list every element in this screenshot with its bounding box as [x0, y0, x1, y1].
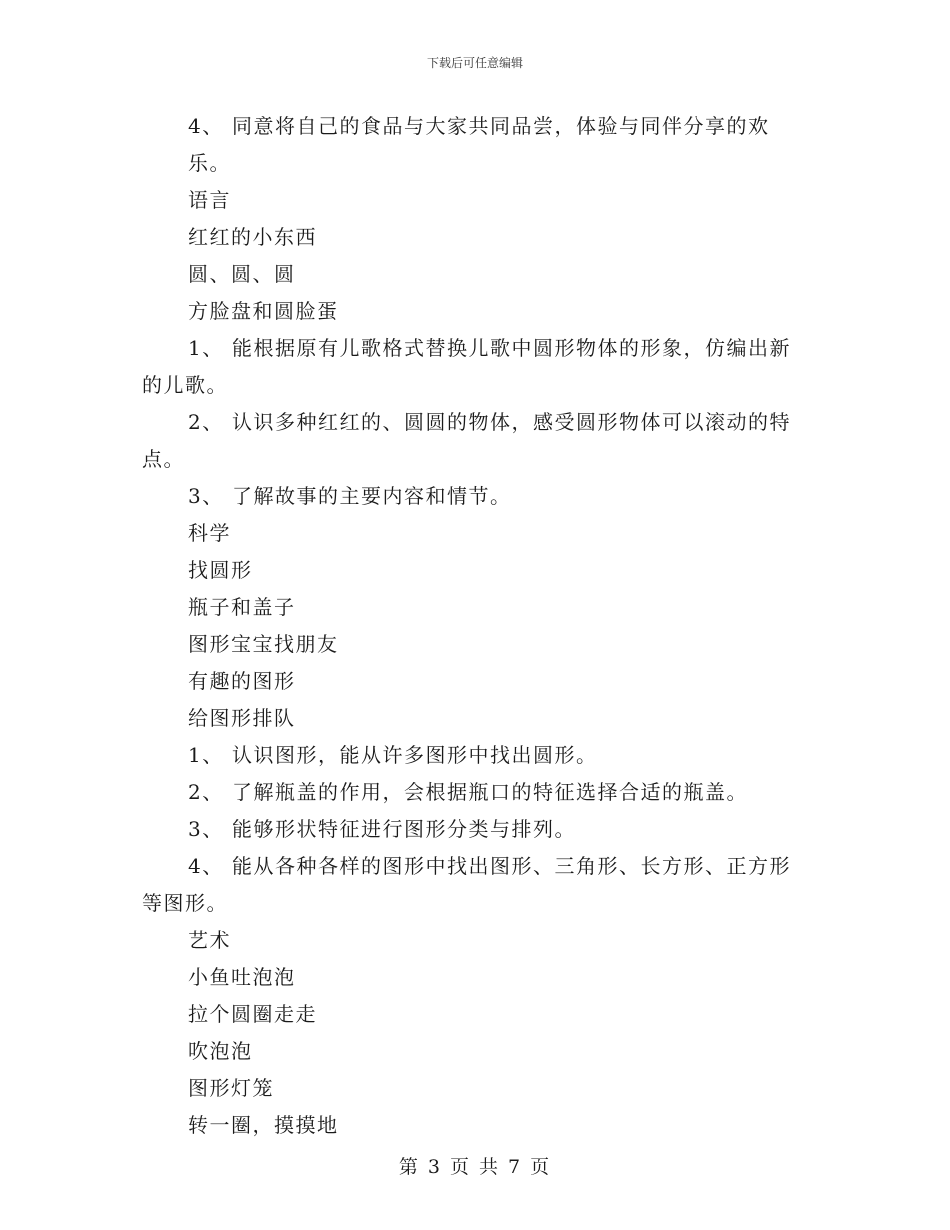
text-line: 找圆形: [188, 558, 253, 582]
list-item-text: 能够形状特征进行图形分类与排列。: [232, 817, 576, 841]
list-item: [142, 108, 812, 182]
text-line: 吹泡泡: [188, 1039, 253, 1063]
text-line: 给图形排队: [188, 706, 296, 730]
text-line: 有趣的图形: [188, 669, 296, 693]
list-item: [142, 330, 812, 367]
list-item-number: 1、: [188, 336, 224, 360]
list-item-text: 了解瓶盖的作用，会根据瓶口的特征选择合适的瓶盖。: [232, 780, 748, 804]
list-item-text: 了解故事的主要内容和情节。: [232, 484, 512, 508]
list-item: [142, 737, 812, 774]
text-line: 方脸盘和圆脸蛋: [188, 299, 339, 323]
list-item-number: 4、: [188, 114, 224, 138]
text-line: 语言: [188, 188, 231, 212]
list-item: [142, 774, 812, 811]
text-line: 小鱼吐泡泡: [188, 965, 296, 989]
list-item-continuation: 点。: [142, 447, 185, 471]
list-item-text: 同意将自己的食品与大家共同品尝，体验与同伴分享的欢乐。: [188, 114, 770, 175]
document-body: [142, 108, 812, 1144]
list-item-number: 1、: [188, 743, 224, 767]
list-item-number: 2、: [188, 780, 224, 804]
text-line: 艺术: [188, 928, 231, 952]
list-item: [142, 478, 812, 515]
list-item-number: 3、: [188, 817, 224, 841]
text-line: 拉个圆圈走走: [188, 1002, 317, 1026]
text-line: 转一圈，摸摸地: [188, 1113, 339, 1137]
list-item: [142, 404, 812, 441]
list-item: [142, 811, 812, 848]
page-footer: 第 3 页 共 7 页: [398, 1156, 552, 1178]
list-item-continuation: 等图形。: [142, 891, 228, 915]
text-line: 科学: [188, 521, 231, 545]
list-item-text: 能根据原有儿歌格式替换儿歌中圆形物体的形象，仿编出新: [232, 336, 791, 360]
text-line: 图形灯笼: [188, 1076, 274, 1100]
list-item: [142, 848, 812, 885]
text-line: 图形宝宝找朋友: [188, 632, 339, 656]
text-line: 瓶子和盖子: [188, 595, 296, 619]
list-item-continuation: 的儿歌。: [142, 373, 228, 397]
list-item-number: 3、: [188, 484, 224, 508]
page-header: 下载后可任意编辑: [426, 56, 523, 70]
list-item-text: 认识多种红红的、圆圆的物体，感受圆形物体可以滚动的特: [232, 410, 791, 434]
list-item-number: 2、: [188, 410, 224, 434]
list-item-text: 认识图形，能从许多图形中找出圆形。: [232, 743, 598, 767]
text-line: 红红的小东西: [188, 225, 317, 249]
text-line: 圆、圆、圆: [188, 262, 296, 286]
list-item-text: 能从各种各样的图形中找出图形、三角形、长方形、正方形: [232, 854, 791, 878]
list-item-number: 4、: [188, 854, 224, 878]
